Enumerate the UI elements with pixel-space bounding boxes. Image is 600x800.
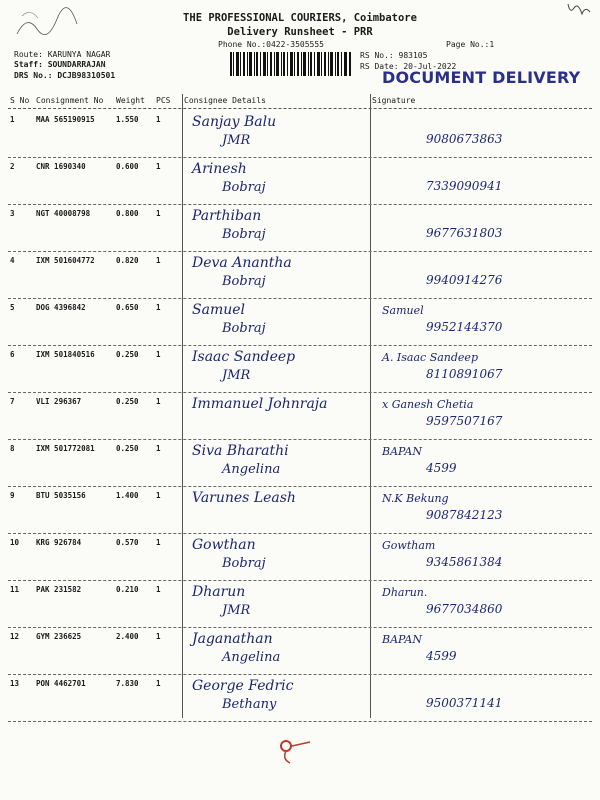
rs-number: RS No.: 983105 xyxy=(360,51,428,60)
row-phone-number: 9345861384 xyxy=(426,555,503,569)
row-consignee-branch: JMR xyxy=(222,133,251,148)
row-phone-number: 9677631803 xyxy=(426,226,503,240)
row-phone-number: 9952144370 xyxy=(426,320,503,334)
table-row xyxy=(8,392,592,440)
row-pcs: 1 xyxy=(156,350,161,359)
row-pcs: 1 xyxy=(156,209,161,218)
route: Route: KARUNYA NAGAR xyxy=(14,50,111,59)
row-consignee-branch: Angelina xyxy=(222,462,281,477)
row-phone-number: 7339090941 xyxy=(426,179,503,193)
row-consignee-branch: Bobraj xyxy=(222,274,266,289)
row-sno: 11 xyxy=(10,585,20,594)
col-pcs: PCS xyxy=(156,96,171,105)
row-pcs: 1 xyxy=(156,632,161,641)
row-pcs: 1 xyxy=(156,115,161,124)
row-consignee-name: George Fedric xyxy=(192,678,294,694)
row-sno: 6 xyxy=(10,350,15,359)
table-row xyxy=(8,251,592,299)
row-consignee-branch: Bobraj xyxy=(222,180,266,195)
row-consignment-no: PAK 231582 xyxy=(36,585,82,594)
row-signature: Samuel xyxy=(382,304,424,317)
row-consignment-no: IXM 501604772 xyxy=(36,256,95,265)
staff: Staff: SOUNDARRAJAN xyxy=(14,60,106,69)
row-phone-number: 9087842123 xyxy=(426,508,503,522)
phone-number: Phone No.:0422-3505555 xyxy=(218,40,324,49)
row-sno: 8 xyxy=(10,444,15,453)
row-consignee-branch: Bobraj xyxy=(222,556,266,571)
row-signature: N.K Bekung xyxy=(382,492,449,505)
handwritten-scribble xyxy=(12,4,92,44)
row-sno: 1 xyxy=(10,115,15,124)
col-weight: Weight xyxy=(116,96,145,105)
row-consignee-branch: Bobraj xyxy=(222,227,266,242)
row-consignee-name: Samuel xyxy=(192,302,245,318)
row-weight: 0.570 xyxy=(116,538,139,547)
row-consignment-no: GYM 236625 xyxy=(36,632,82,641)
row-pcs: 1 xyxy=(156,256,161,265)
row-consignment-no: CNR 1690340 xyxy=(36,162,86,171)
row-weight: 0.800 xyxy=(116,209,139,218)
row-pcs: 1 xyxy=(156,162,161,171)
table-row xyxy=(8,345,592,393)
row-signature: x Ganesh Chetia xyxy=(382,398,474,411)
row-consignment-no: IXM 501772081 xyxy=(36,444,95,453)
table-row xyxy=(8,533,592,581)
row-weight: 1.550 xyxy=(116,115,139,124)
row-consignee-name: Arinesh xyxy=(192,161,247,177)
row-consignee-name: Jaganathan xyxy=(192,631,273,647)
row-phone-number: 9597507167 xyxy=(426,414,503,428)
row-weight: 0.210 xyxy=(116,585,139,594)
row-signature: Dharun. xyxy=(382,586,428,599)
row-sno: 2 xyxy=(10,162,15,171)
table-row xyxy=(8,674,592,722)
col-signature: Signature xyxy=(372,96,416,105)
row-weight: 0.250 xyxy=(116,350,139,359)
row-consignee-branch: JMR xyxy=(222,603,251,618)
row-consignee-name: Gowthan xyxy=(192,537,256,553)
row-consignee-branch: Bethany xyxy=(222,697,277,712)
row-consignee-branch: JMR xyxy=(222,368,251,383)
row-consignment-no: PON 4462701 xyxy=(36,679,86,688)
row-consignee-name: Deva Anantha xyxy=(192,255,292,271)
row-sno: 4 xyxy=(10,256,15,265)
row-consignee-name: Isaac Sandeep xyxy=(192,349,296,365)
report-subtitle: Delivery Runsheet - PRR xyxy=(227,26,373,38)
row-weight: 0.820 xyxy=(116,256,139,265)
row-consignee-name: Parthiban xyxy=(192,208,262,224)
row-consignment-no: BTU 5035156 xyxy=(36,491,86,500)
row-consignment-no: MAA 565190915 xyxy=(36,115,95,124)
row-pcs: 1 xyxy=(156,538,161,547)
table-row xyxy=(8,204,592,252)
row-weight: 0.650 xyxy=(116,303,139,312)
row-signature: Gowtham xyxy=(382,539,436,552)
row-consignment-no: IXM 501840516 xyxy=(36,350,95,359)
table-row xyxy=(8,110,592,158)
table-row xyxy=(8,298,592,346)
row-consignee-name: Sanjay Balu xyxy=(192,114,277,130)
rs-date: RS Date: 20-Jul-2022 xyxy=(360,62,457,71)
row-sno: 10 xyxy=(10,538,20,547)
table-row xyxy=(8,439,592,487)
col-sno: S No xyxy=(10,96,30,105)
row-sno: 9 xyxy=(10,491,15,500)
row-pcs: 1 xyxy=(156,303,161,312)
row-consignee-name: Immanuel Johnraja xyxy=(192,396,328,412)
table-row xyxy=(8,627,592,675)
row-signature: BAPAN xyxy=(382,445,422,458)
row-pcs: 1 xyxy=(156,444,161,453)
row-sno: 13 xyxy=(10,679,20,688)
col-consignee: Consignee Details xyxy=(184,96,266,105)
row-weight: 0.250 xyxy=(116,397,139,406)
column-header-row xyxy=(8,94,592,109)
row-phone-number: 9080673863 xyxy=(426,132,503,146)
row-phone-number: 4599 xyxy=(426,461,457,475)
row-consignment-no: NGT 40008798 xyxy=(36,209,91,218)
row-phone-number: 9677034860 xyxy=(426,602,503,616)
row-consignee-branch: Angelina xyxy=(222,650,281,665)
table-row xyxy=(8,157,592,205)
barcode xyxy=(230,52,352,76)
row-sno: 12 xyxy=(10,632,20,641)
row-consignment-no: KRG 926784 xyxy=(36,538,82,547)
drs-number: DRS No.: DCJB98310501 xyxy=(14,71,116,80)
col-consignment: Consignment No xyxy=(36,96,104,105)
row-signature: BAPAN xyxy=(382,633,422,646)
row-signature: A. Isaac Sandeep xyxy=(382,351,478,364)
row-phone-number: 9500371141 xyxy=(426,696,503,710)
document-delivery-stamp: DOCUMENT DELIVERY xyxy=(382,68,581,87)
row-consignee-name: Varunes Leash xyxy=(192,490,296,506)
report-title: THE PROFESSIONAL COURIERS, Coimbatore xyxy=(183,12,417,24)
row-phone-number: 9940914276 xyxy=(426,273,503,287)
table-row xyxy=(8,580,592,628)
row-phone-number: 8110891067 xyxy=(426,367,503,381)
row-pcs: 1 xyxy=(156,585,161,594)
row-sno: 7 xyxy=(10,397,15,406)
row-consignment-no: VLI 296367 xyxy=(36,397,82,406)
row-weight: 0.250 xyxy=(116,444,139,453)
table-row xyxy=(8,486,592,534)
row-pcs: 1 xyxy=(156,397,161,406)
row-consignee-name: Siva Bharathi xyxy=(192,443,289,459)
page-number: Page No.:1 xyxy=(446,40,495,49)
row-pcs: 1 xyxy=(156,491,161,500)
row-consignment-no: DOG 4396842 xyxy=(36,303,86,312)
ink-mark xyxy=(272,726,312,766)
row-phone-number: 4599 xyxy=(426,649,457,663)
row-sno: 5 xyxy=(10,303,15,312)
row-weight: 7.830 xyxy=(116,679,139,688)
row-consignee-name: Dharun xyxy=(192,584,246,600)
row-weight: 2.400 xyxy=(116,632,139,641)
row-consignee-branch: Bobraj xyxy=(222,321,266,336)
row-weight: 1.400 xyxy=(116,491,139,500)
row-sno: 3 xyxy=(10,209,15,218)
row-weight: 0.600 xyxy=(116,162,139,171)
row-pcs: 1 xyxy=(156,679,161,688)
